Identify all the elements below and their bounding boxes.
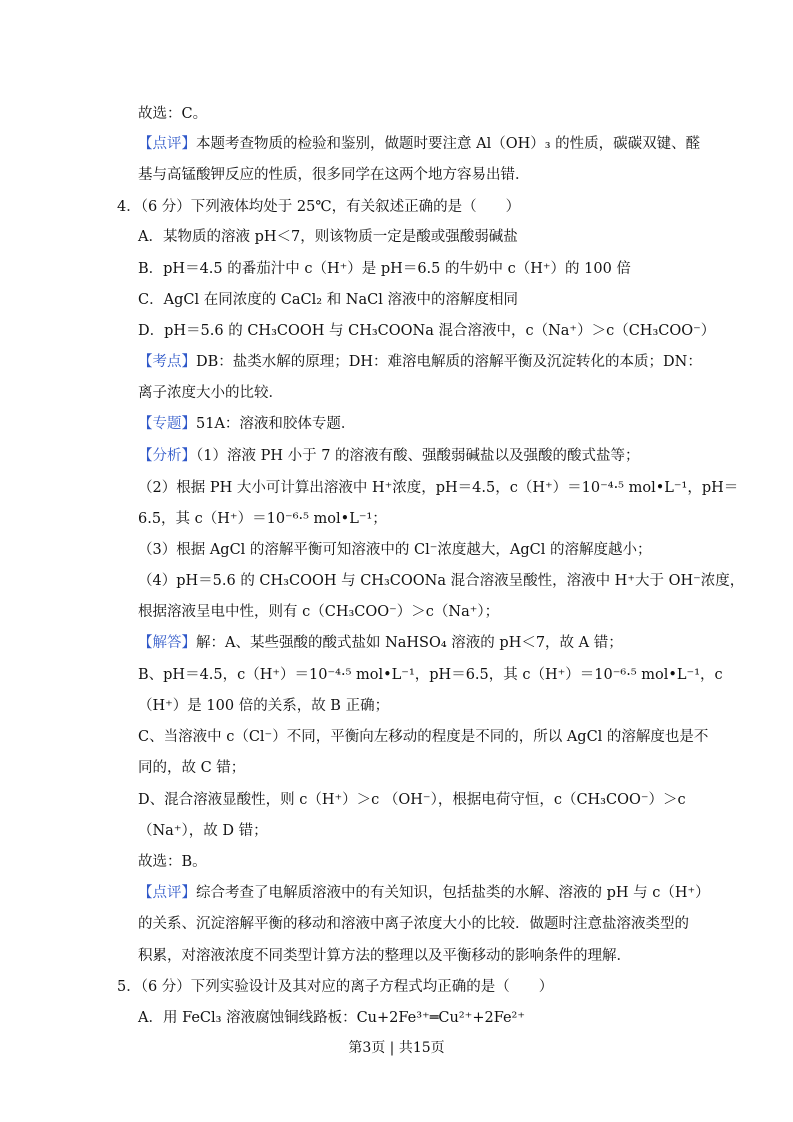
option-d: D．pH＝5.6 的 CH₃COOH 与 CH₃COONa 混合溶液中，c（Na⁺）＞c（CH₃COO⁻） <box>138 323 716 339</box>
option-b: B．pH＝4.5 的番茄汁中 c（H⁺）是 pH＝6.5 的牛奶中 c（H⁺）的 100 倍 <box>138 261 631 277</box>
text-line: 【点评】本题考查物质的检验和鉴别，做题时要注意 Al（OH）₃ 的性质，碳碳双键、醛 <box>138 136 701 152</box>
label-tag: 【点评】 <box>138 885 196 901</box>
option-c: C．AgCl 在同浓度的 CaCl₂ 和 NaCl 溶液中的溶解度相同 <box>138 292 518 308</box>
text-line: B、pH＝4.5，c（H⁺）＝10⁻⁴·⁵ mol•L⁻¹，pH＝6.5，其 c（H⁺）＝10⁻⁶·⁵ mol•L⁻¹，c <box>138 667 723 683</box>
question-heading: 5．（6 分）下列实验设计及其对应的离子方程式均正确的是（ ） <box>117 979 554 995</box>
page-footer: 第3页 | 共15页 <box>348 1040 445 1056</box>
text-line: C、当溶液中 c（Cl⁻）不同，平衡向左移动的程度是不同的，所以 AgCl 的溶解度也是不 <box>138 729 709 745</box>
text-line: 【专题】51A：溶液和胶体专题． <box>138 416 356 432</box>
text-line: （Na⁺），故 D 错； <box>138 823 268 839</box>
text-line: 故选：C。 <box>138 106 208 122</box>
text-line: 6.5，其 c（H⁺）＝10⁻⁶·⁵ mol•L⁻¹； <box>138 511 387 527</box>
option-a: A．某物质的溶液 pH＜7，则该物质一定是酸或强酸弱碱盐 <box>138 229 518 245</box>
text-line: （4）pH＝5.6 的 CH₃COOH 与 CH₃COONa 混合溶液呈酸性，溶液中 H⁺大于 OH⁻浓度， <box>138 573 745 589</box>
text-line: （3）根据 AgCl 的溶解平衡可知溶液中的 Cl⁻浓度越大，AgCl 的溶解度越小； <box>138 542 652 558</box>
text-line: 【分析】（1）溶液 PH 小于 7 的溶液有酸、强酸弱碱盐以及强酸的酸式盐等； <box>138 448 640 464</box>
text-line: 积累，对溶液浓度不同类型计算方法的整理以及平衡移动的影响条件的理解． <box>138 948 631 964</box>
label-tag: 【分析】 <box>138 448 196 464</box>
label-tag: 【点评】 <box>138 136 196 152</box>
text-line: （2）根据 PH 大小可计算出溶液中 H⁺浓度，pH＝4.5，c（H⁺）＝10⁻⁴·⁵ mol•L⁻¹，pH＝ <box>138 480 739 496</box>
label-tag: 【考点】 <box>138 354 196 370</box>
text-line: 故选：B。 <box>138 854 207 870</box>
text-line: 离子浓度大小的比较． <box>138 385 283 401</box>
question-heading: 4．（6 分）下列液体均处于 25℃，有关叙述正确的是（ ） <box>117 199 521 215</box>
text-line: 【解答】解：A、某些强酸的酸式盐如 NaHSO₄ 溶液的 pH＜7，故 A 错； <box>138 635 623 651</box>
text-line: 根据溶液呈电中性，则有 c（CH₃COO⁻）＞c（Na⁺）； <box>138 604 500 620</box>
label-tag: 【专题】 <box>138 416 196 432</box>
text-line: D、混合溶液显酸性，则 c（H⁺）＞c （OH⁻），根据电荷守恒，c（CH₃COO⁻）＞c <box>138 792 686 808</box>
text-line: 【点评】综合考查了电解质溶液中的有关知识，包括盐类的水解、溶液的 pH 与 c（H⁺） <box>138 885 710 901</box>
text-line: 【考点】DB：盐类水解的原理；DH：难溶电解质的溶解平衡及沉淀转化的本质；DN： <box>138 354 702 370</box>
text-line: 同的，故 C 错； <box>138 760 246 776</box>
text-line: （H⁺）是 100 倍的关系，故 B 正确； <box>138 698 390 714</box>
option-a: A．用 FeCl₃ 溶液腐蚀铜线路板：Cu+2Fe³⁺═Cu²⁺+2Fe²⁺ <box>138 1010 526 1026</box>
text-line: 基与高锰酸钾反应的性质，很多同学在这两个地方容易出错． <box>138 167 530 183</box>
label-tag: 【解答】 <box>138 635 196 651</box>
text-line: 的关系、沉淀溶解平衡的移动和溶液中离子浓度大小的比较．做题时注意盐溶液类型的 <box>138 916 689 932</box>
